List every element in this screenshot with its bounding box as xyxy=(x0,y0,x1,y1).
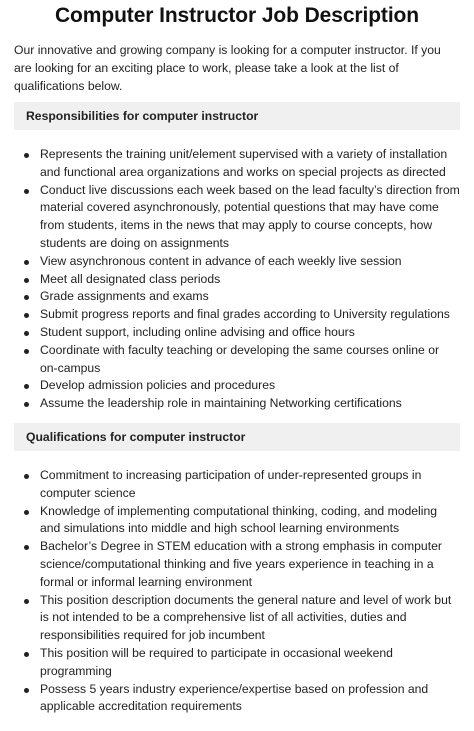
responsibility-item-text: Coordinate with faculty teaching or developing the same courses online or on-campus xyxy=(40,342,440,375)
responsibility-item-text: Conduct live discussions each week based on the lead faculty’s direction from material covered asynchronously, potential questions that may have come from students, items in the news that may apply to course concepts, how students are doing on assignments xyxy=(40,182,460,250)
bullet-icon xyxy=(24,295,29,300)
responsibility-item xyxy=(14,377,460,395)
bullet-icon xyxy=(24,278,29,283)
bullet-icon xyxy=(24,349,29,354)
responsibility-item xyxy=(14,288,460,306)
bullet-icon xyxy=(24,510,29,515)
bullet-icon xyxy=(24,153,29,158)
qualification-item xyxy=(14,645,460,681)
qualification-item xyxy=(14,538,460,591)
qualification-item xyxy=(14,467,460,503)
responsibility-item xyxy=(14,253,460,271)
qualifications-heading: Qualifications for computer instructor xyxy=(14,423,460,451)
qualification-item-text: Knowledge of implementing computational thinking, coding, and modeling and simulations into middle and high school learning environments xyxy=(40,503,438,536)
qualification-item-text: This position will be required to participate in occasional weekend programming xyxy=(40,645,393,678)
bullet-icon xyxy=(24,599,29,604)
responsibilities-list xyxy=(14,146,460,413)
responsibility-item xyxy=(14,271,460,289)
responsibility-item xyxy=(14,146,460,182)
bullet-icon xyxy=(24,189,29,194)
bullet-icon xyxy=(24,652,29,657)
qualification-item-text: Commitment to increasing participation of under-represented groups in computer science xyxy=(40,467,422,500)
bullet-icon xyxy=(24,260,29,265)
bullet-icon xyxy=(24,402,29,407)
responsibilities-heading: Responsibilities for computer instructor xyxy=(14,102,460,130)
bullet-icon xyxy=(24,545,29,550)
responsibility-item xyxy=(14,182,460,253)
intro-paragraph: Our innovative and growing company is looking for a computer instructor. If you are looking for an exciting place to work, please take a look at the list of qualifications below. xyxy=(14,43,441,93)
qualification-item xyxy=(14,592,460,645)
responsibility-item-text: View asynchronous content in advance of each weekly live session xyxy=(40,253,402,268)
qualifications-list xyxy=(14,467,460,716)
page-title: Computer Instructor Job Description xyxy=(54,4,420,27)
bullet-icon xyxy=(24,384,29,389)
responsibility-item xyxy=(14,395,460,413)
bullet-icon xyxy=(24,313,29,318)
responsibility-item xyxy=(14,306,460,324)
bullet-icon xyxy=(24,688,29,693)
bullet-icon xyxy=(24,474,29,479)
qualification-item xyxy=(14,681,460,717)
responsibility-item-text: Student support, including online advising and office hours xyxy=(40,324,355,339)
bullet-icon xyxy=(24,331,29,336)
qualification-item xyxy=(14,503,460,539)
qualification-item-text: Possess 5 years industry experience/expertise based on profession and applicable accreditation requirements xyxy=(40,681,429,714)
responsibility-item-text: Develop admission policies and procedures xyxy=(40,378,276,393)
responsibility-item-text: Represents the training unit/element supervised with a variety of installation and functional area organizations and works on special projects as directed xyxy=(40,147,448,179)
responsibility-item-text: Assume the leadership role in maintaining Networking certifications xyxy=(40,396,402,411)
responsibility-item-text: Grade assignments and exams xyxy=(40,289,209,304)
responsibility-item xyxy=(14,342,460,378)
responsibility-item-text: Submit progress reports and final grades according to University regulations xyxy=(40,307,450,322)
qualification-item-text: This position description documents the general nature and level of work but is not intended to be a comprehensive list of all activities, duties and responsibilities required for job incumbent xyxy=(40,592,452,643)
responsibility-item xyxy=(14,324,460,342)
qualification-item-text: Bachelor’s Degree in STEM education with a strong emphasis in computer science/computational thinking and five years experience in teaching in a formal or informal learning environment xyxy=(40,539,442,589)
responsibility-item-text: Meet all designated class periods xyxy=(40,271,221,286)
